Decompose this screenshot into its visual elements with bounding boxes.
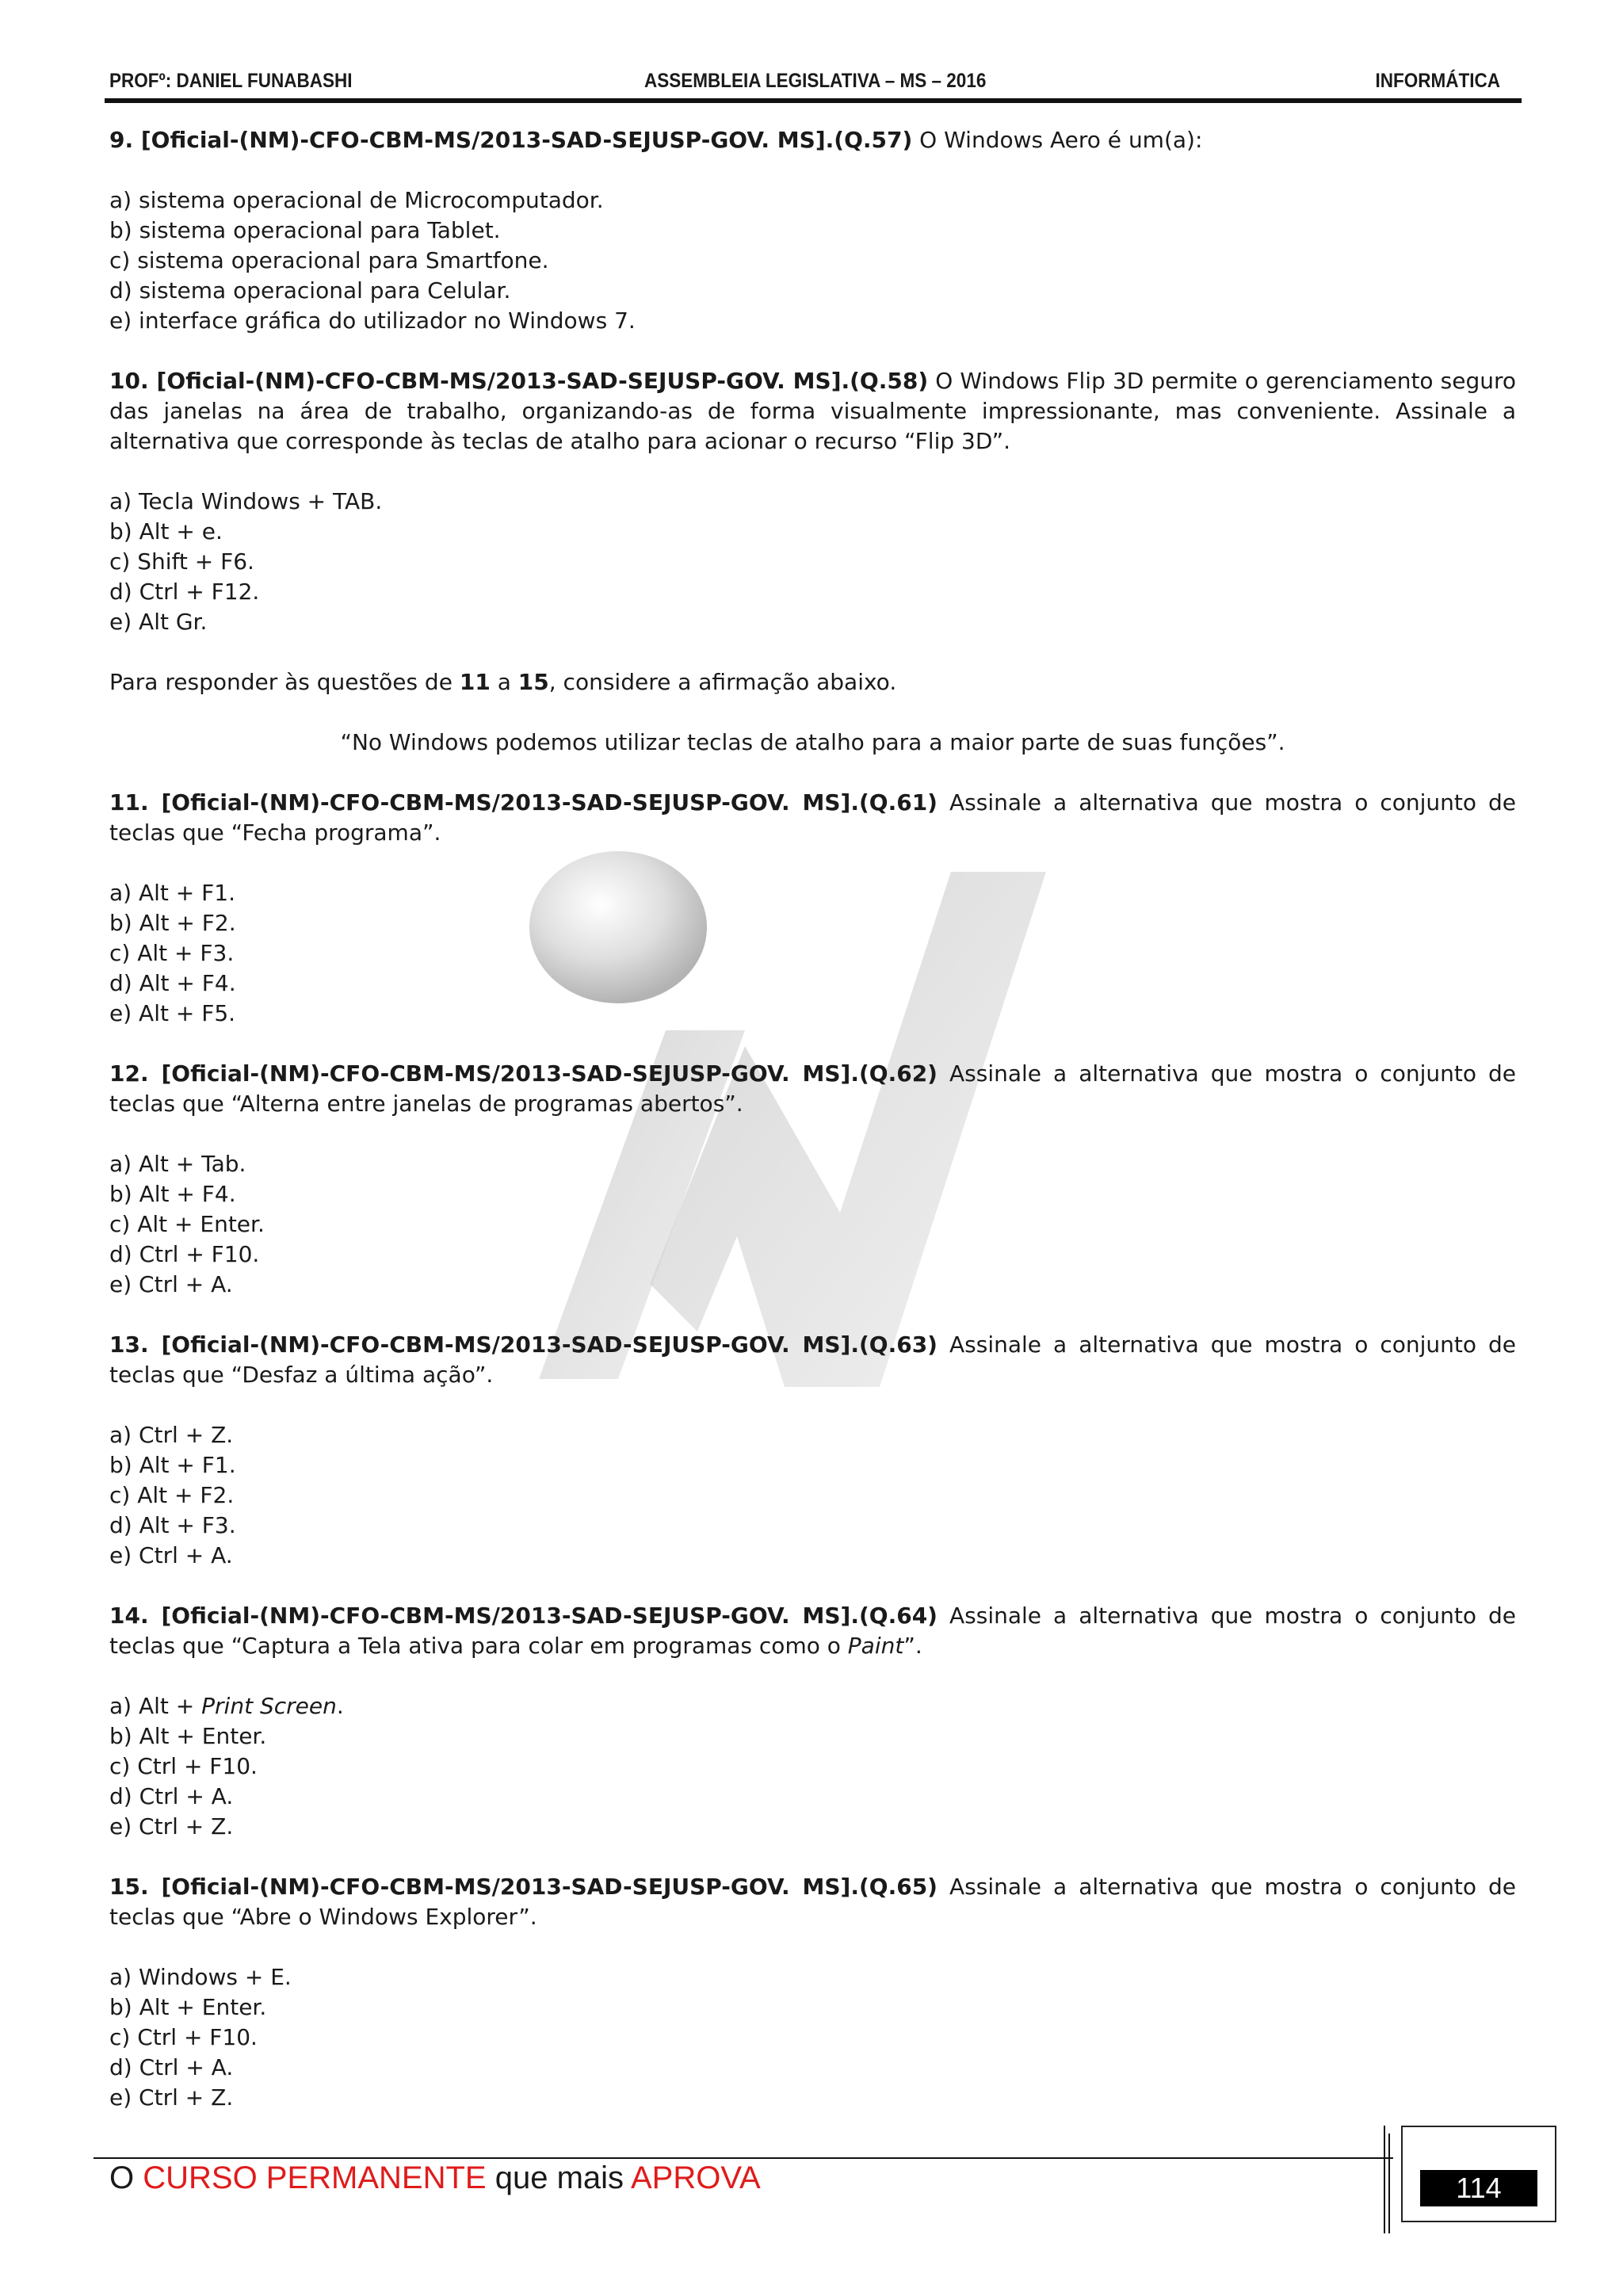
option: e) Alt Gr. bbox=[109, 609, 208, 635]
question-9-label: 9. [Oficial-(NM)-CFO-CBM-MS/2013-SAD-SEJUSP-GOV. MS].(Q.57) bbox=[109, 127, 913, 153]
option: d) Ctrl + F10. bbox=[109, 1241, 260, 1267]
slogan-highlight: CURSO PERMANENTE bbox=[143, 2160, 487, 2195]
option: d) Alt + F3. bbox=[109, 1512, 236, 1538]
header-subject: INFORMÁTICA bbox=[1375, 70, 1500, 92]
option: a) Tecla Windows + TAB. bbox=[109, 488, 383, 514]
option: c) Alt + F3. bbox=[109, 940, 235, 966]
option: d) Alt + F4. bbox=[109, 970, 236, 996]
option: a) Ctrl + Z. bbox=[109, 1422, 234, 1448]
question-15-label: 15. [Oficial-(NM)-CFO-CBM-MS/2013-SAD-SEJUSP-GOV. MS].(Q.65) bbox=[109, 1874, 938, 1900]
question-15-text: Assinale a alternativa que mostra o conjunto de teclas que “Abre o Windows Explorer”. bbox=[109, 1874, 1517, 1930]
intro-text: , considere a afirmação abaixo. bbox=[548, 669, 897, 695]
header-divider bbox=[105, 98, 1522, 103]
option: d) sistema operacional para Celular. bbox=[109, 277, 511, 304]
question-10-label: 10. [Oficial-(NM)-CFO-CBM-MS/2013-SAD-SEJUSP-GOV. MS].(Q.58) bbox=[109, 368, 929, 394]
slogan-text: O bbox=[109, 2160, 143, 2195]
option bbox=[109, 1691, 1516, 1721]
option: e) Ctrl + Z. bbox=[109, 1813, 234, 1839]
question-14-options bbox=[109, 1691, 1516, 1842]
question-10 bbox=[109, 366, 1516, 457]
option: e) Ctrl + A. bbox=[109, 1271, 233, 1297]
question-12-label: 12. [Oficial-(NM)-CFO-CBM-MS/2013-SAD-SEJUSP-GOV. MS].(Q.62) bbox=[109, 1060, 938, 1087]
option: a) Alt + Tab. bbox=[109, 1151, 246, 1177]
option: e) Ctrl + Z. bbox=[109, 2084, 234, 2111]
question-12 bbox=[109, 1059, 1516, 1119]
option: b) Alt + F2. bbox=[109, 910, 236, 936]
question-10-options bbox=[109, 487, 1516, 637]
footer-slogan bbox=[109, 2160, 761, 2196]
question-15 bbox=[109, 1872, 1516, 1932]
option-text: a) Alt + bbox=[109, 1693, 202, 1719]
footer-divider-vertical bbox=[1388, 2134, 1390, 2233]
footer-divider bbox=[94, 2157, 1393, 2159]
option: c) sistema operacional para Smartfone. bbox=[109, 247, 549, 273]
intro-number: 11 bbox=[459, 669, 491, 695]
header-author: PROFº: DANIEL FUNABASHI bbox=[109, 70, 353, 92]
option-text: . bbox=[336, 1693, 344, 1719]
option: b) sistema operacional para Tablet. bbox=[109, 217, 501, 243]
questions-intro bbox=[109, 667, 1516, 697]
question-15-options bbox=[109, 1962, 1516, 2113]
intro-text: Para responder às questões de bbox=[109, 669, 460, 695]
option: c) Alt + Enter. bbox=[109, 1211, 265, 1237]
intro-text: a bbox=[490, 669, 518, 695]
intro-number: 15 bbox=[517, 669, 549, 695]
page-number: 114 bbox=[1420, 2170, 1537, 2206]
option: b) Alt + Enter. bbox=[109, 1994, 267, 2020]
question-14-label: 14. [Oficial-(NM)-CFO-CBM-MS/2013-SAD-SEJUSP-GOV. MS].(Q.64) bbox=[109, 1603, 938, 1629]
option: d) Ctrl + A. bbox=[109, 2054, 234, 2080]
question-9-options bbox=[109, 185, 1516, 336]
footer-divider-vertical bbox=[1384, 2126, 1385, 2233]
option: c) Shift + F6. bbox=[109, 548, 254, 575]
option: e) interface gráfica do utilizador no Windows 7. bbox=[109, 308, 636, 334]
question-13 bbox=[109, 1330, 1516, 1390]
option: a) Windows + E. bbox=[109, 1964, 292, 1990]
question-11-label: 11. [Oficial-(NM)-CFO-CBM-MS/2013-SAD-SEJUSP-GOV. MS].(Q.61) bbox=[109, 789, 938, 816]
slogan-text: que mais bbox=[486, 2160, 631, 2195]
question-12-options bbox=[109, 1149, 1516, 1300]
question-14-emphasis: Paint bbox=[847, 1633, 904, 1659]
question-14-text: Assinale a alternativa que mostra o conjunto de teclas que “Captura a Tela ativa para colar em programas como o bbox=[109, 1603, 1517, 1659]
option: b) Alt + F4. bbox=[109, 1181, 236, 1207]
question-9 bbox=[109, 125, 1516, 155]
option: b) Alt + e. bbox=[109, 518, 223, 544]
question-13-options bbox=[109, 1420, 1516, 1571]
page-header bbox=[109, 70, 1500, 98]
page-content bbox=[109, 125, 1516, 2143]
question-11-text: Assinale a alternativa que mostra o conjunto de teclas que “Fecha programa”. bbox=[109, 789, 1517, 846]
slogan-highlight: APROVA bbox=[630, 2160, 761, 2195]
question-11 bbox=[109, 788, 1516, 848]
option: b) Alt + Enter. bbox=[109, 1723, 267, 1749]
question-12-text: Assinale a alternativa que mostra o conjunto de teclas que “Alterna entre janelas de programas abertos”. bbox=[109, 1060, 1517, 1117]
question-13-text: Assinale a alternativa que mostra o conjunto de teclas que “Desfaz a última ação”. bbox=[109, 1331, 1517, 1388]
option: d) Ctrl + A. bbox=[109, 1783, 234, 1809]
option: c) Ctrl + F10. bbox=[109, 2024, 258, 2050]
option: a) Alt + F1. bbox=[109, 880, 235, 906]
option-emphasis: Print Screen bbox=[201, 1693, 337, 1719]
question-9-text: O Windows Aero é um(a): bbox=[912, 127, 1203, 153]
option: e) Alt + F5. bbox=[109, 1000, 236, 1026]
question-13-label: 13. [Oficial-(NM)-CFO-CBM-MS/2013-SAD-SEJUSP-GOV. MS].(Q.63) bbox=[109, 1331, 938, 1358]
option: e) Ctrl + A. bbox=[109, 1542, 233, 1568]
question-10-text: O Windows Flip 3D permite o gerenciamento seguro das janelas na área de trabalho, organizando-as de forma visualmente impressionante, mas conveniente. Assinale a alternativa que corresponde às teclas de atalho para acionar o recurso “Flip 3D”. bbox=[109, 368, 1516, 454]
option: b) Alt + F1. bbox=[109, 1452, 236, 1478]
option: a) sistema operacional de Microcomputador. bbox=[109, 187, 604, 213]
option: d) Ctrl + F12. bbox=[109, 579, 260, 605]
question-14 bbox=[109, 1601, 1516, 1661]
question-11-options bbox=[109, 878, 1516, 1029]
header-exam-title: ASSEMBLEIA LEGISLATIVA – MS – 2016 bbox=[644, 70, 987, 92]
statement-quote: “No Windows podemos utilizar teclas de atalho para a maior parte de suas funções”. bbox=[340, 729, 1285, 755]
option: c) Alt + F2. bbox=[109, 1482, 235, 1508]
option: c) Ctrl + F10. bbox=[109, 1753, 258, 1779]
question-14-text-end: ”. bbox=[903, 1633, 922, 1659]
